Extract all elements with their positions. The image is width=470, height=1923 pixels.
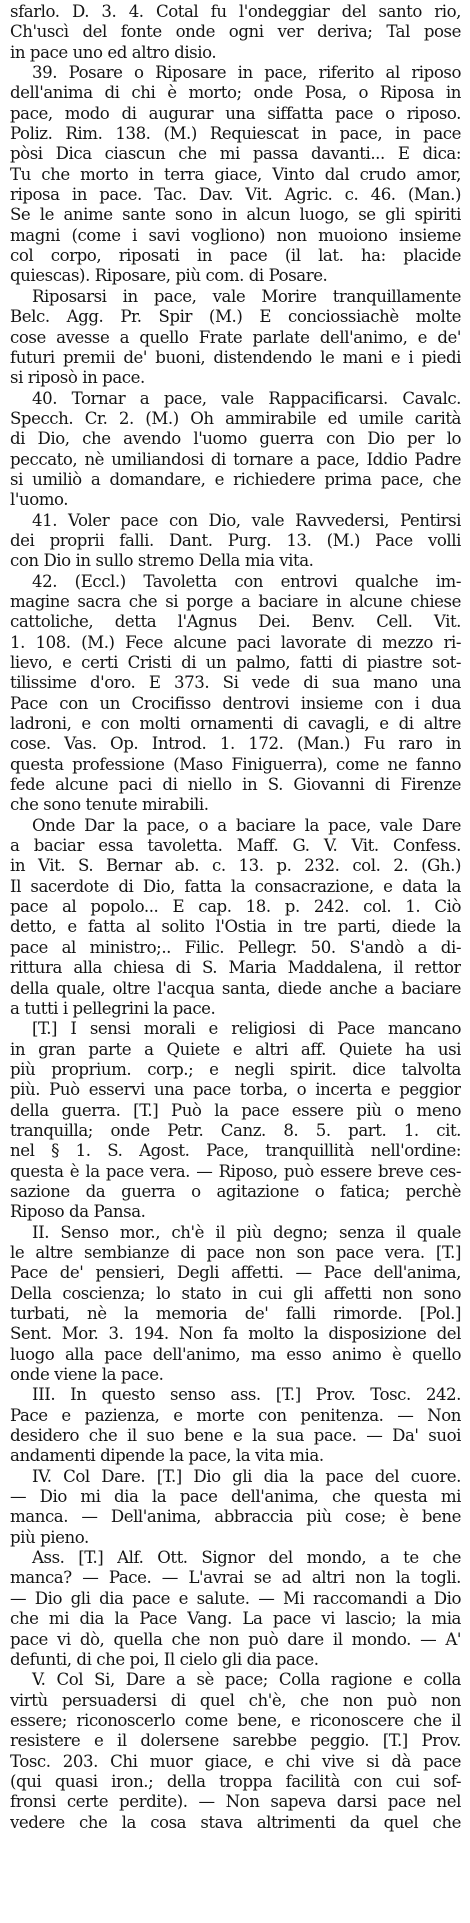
text-line: cose avesse a quello Frate parlate dell'animo, e de'	[10, 327, 461, 347]
text-line: magine sacra che si porge a baciare in alcune chiese	[10, 591, 461, 611]
text-line: dei proprii falli. Dant. Purg. 13. (M.) Pace volli	[10, 530, 461, 550]
text-line: andamenti dipende la pace, la vita mia.	[10, 1446, 324, 1466]
text-line: a baciar essa tavoletta. Maff. G. V. Vit. Confess.	[10, 836, 461, 856]
text-line: rittura alla chiesa di S. Maria Maddalena, il rettor	[10, 958, 461, 978]
text-line: 1. 108. (M.) Fece alcune paci lavorate di mezzo ri-	[10, 632, 461, 652]
text-line: dell'anima di chi è morto; onde Posa, o Riposa in	[10, 83, 461, 103]
text-line: [T.] I sensi morali e religiosi di Pace mancano	[32, 1019, 461, 1039]
text-line: le altre sembianze di pace non son pace vera. [T.]	[10, 1242, 461, 1262]
text-line: questa è la pace vera. — Riposo, può essere breve ces-	[10, 1161, 461, 1181]
text-line: essere; riconoscerlo come bene, e riconoscere che il	[10, 1710, 461, 1730]
text-line: tranquilla; onde Petr. Canz. 8. 5. part. 1. cit.	[10, 1120, 461, 1140]
text-line: onde viene la pace.	[10, 1365, 164, 1385]
text-line: fede alcune paci di niello in S. Giovanni di Firenze	[10, 775, 461, 795]
text-line: sfarlo. D. 3. 4. Cotal fu l'ondeggiar del santo rio,	[10, 2, 461, 21]
text-line: pace al popolo... E cap. 18. p. 242. col. 1. Ciò	[10, 897, 461, 917]
text-line: Della coscienza; lo stato in cui gli affetti non sono	[10, 1283, 461, 1303]
text-line: a tutti i pellegrini la pace.	[10, 998, 216, 1018]
text-line: cattoliche, detta l'Agnus Dei. Benv. Cell. Vit.	[10, 612, 461, 632]
text-line: Sent. Mor. 3. 194. Non fa molto la disposizione del	[10, 1324, 461, 1344]
text-line: V. Col Si, Dare a sè pace; Colla ragione e colla	[32, 1670, 461, 1690]
text-line: III. In questo senso ass. [T.] Prov. Tosc. 242.	[32, 1385, 461, 1405]
text-line: — Dio mi dia la pace dell'anima, che questa mi	[10, 1487, 461, 1507]
text-line: pace al ministro;.. Filic. Pellegr. 50. S'andò a di-	[10, 937, 461, 957]
text-column	[10, 2, 461, 1833]
text-line: cose. Vas. Op. Introd. 1. 172. (Man.) Fu raro in	[10, 734, 461, 754]
text-line: manca. — Dell'anima, abbraccia più cose; è bene	[10, 1507, 461, 1527]
text-line: 42. (Eccl.) Tavoletta con entrovi qualche im-	[32, 571, 461, 591]
text-line: pace, modo di augurar una siffatta pace o riposo.	[10, 103, 461, 123]
text-line: Ass. [T.] Alf. Ott. Signor del mondo, a te che	[32, 1548, 461, 1568]
text-line: Il sacerdote di Dio, fatta la consacrazione, e data la	[10, 876, 461, 896]
text-line: nel § 1. S. Agost. Pace, tranquillità nell'ordine:	[10, 1141, 461, 1161]
text-line: pace vi dò, quella che non può dare il mondo. — A'	[10, 1629, 461, 1649]
text-line: lievo, e certi Cristi di un palmo, fatti di piastre sot-	[10, 653, 461, 672]
text-line: defunti, di che poi, Il cielo gli dia pace.	[10, 1649, 319, 1669]
text-line: Riposo da Pansa.	[10, 1202, 146, 1222]
text-line: si riposò in pace.	[10, 368, 145, 388]
text-line: magni (come i savi vogliono) non muoiono insieme	[10, 225, 461, 245]
text-line: Tosc. 203. Chi muor giace, e chi vive si dà pace	[10, 1751, 461, 1771]
text-line: che sono tenute mirabili.	[10, 795, 209, 815]
text-line: più proprium. corp.; e negli spirit. dice talvolta	[10, 1059, 461, 1079]
text-line: più pieno.	[10, 1527, 89, 1547]
text-line: quiescas). Riposare, più com. di Posare.	[10, 266, 328, 286]
text-line: si umiliò a domandare, e richiedere prima pace, che	[10, 469, 461, 489]
text-line: II. Senso mor., ch'è il più degno; senza il quale	[32, 1222, 461, 1242]
text-line: della guerra. [T.] Può la pace essere più o meno	[10, 1100, 461, 1120]
text-line: — Dio gli dia pace e salute. — Mi raccomandi a Dio	[10, 1588, 461, 1608]
text-line: 41. Voler pace con Dio, vale Ravvedersi, Pentirsi	[32, 510, 461, 530]
text-line: detto, e fatta al solito l'Ostia in tre parti, diede la	[10, 917, 461, 937]
text-line: della quale, oltre l'acqua santa, diede anche a baciare	[10, 978, 461, 998]
text-line: in pace uno ed altro disio.	[10, 42, 217, 62]
text-line: questa professione (Maso Finiguerra), come ne fanno	[10, 754, 461, 774]
text-line: futuri premii de' buoni, distendendo le mani e i piedi	[10, 347, 461, 367]
text-line: turbati, nè la memoria de' falli rimorde. [Pol.]	[10, 1304, 461, 1323]
text-line: Pace con un Crocifisso dentrovi insieme con i dua	[10, 693, 461, 713]
text-line: vedere che la cosa stava altrimenti da quel che	[10, 1812, 461, 1832]
text-line: ladroni, e con molti ornamenti di cavagli, e di altre	[10, 714, 461, 734]
text-line: resistere e il dolersene sarebbe peggio. [T.] Prov.	[10, 1731, 461, 1751]
text-line: 40. Tornar a pace, vale Rappacificarsi. Cavalc.	[32, 388, 461, 408]
text-line: l'uomo.	[10, 490, 69, 510]
text-line: con Dio in sullo stremo Della mia vita.	[10, 551, 314, 571]
text-line: tilissime d'oro. E 373. Si vede di sua mano una	[10, 673, 461, 693]
text-line: di Dio, che avendo l'uomo guerra con Dio per lo	[10, 429, 461, 449]
text-line: più. Può esservi una pace torba, o incerta e peggior	[10, 1080, 461, 1100]
text-line: Pace e pazienza, e morte con penitenza. — Non	[10, 1405, 461, 1425]
text-line: Riposarsi in pace, vale Morire tranquillamente	[32, 286, 461, 306]
text-line: in Vit. S. Bernar ab. c. 13. p. 232. col. 2. (Gh.)	[10, 856, 461, 876]
text-line: pòsi Dica ciascun che mi passa davanti... E dica:	[10, 144, 461, 164]
text-line: Pace de' pensieri, Degli affetti. — Pace dell'anima,	[10, 1263, 461, 1283]
text-line: Specch. Cr. 2. (M.) Oh ammirabile ed umile carità	[10, 408, 461, 428]
text-line: desidero che il suo bene e la sua pace. — Da' suoi	[10, 1426, 461, 1446]
text-line: riposa in pace. Tac. Dav. Vit. Agric. c. 46. (Man.)	[10, 185, 461, 205]
text-line: che mi dia la Pace Vang. La pace vi lascio; la mia	[10, 1609, 461, 1629]
text-line: IV. Col Dare. [T.] Dio gli dia la pace del cuore.	[32, 1466, 461, 1486]
text-line: 39. Posare o Riposare in pace, riferito al riposo	[32, 63, 461, 83]
text-line: col corpo, riposati in pace (il lat. ha: placide	[10, 246, 461, 266]
text-line: in gran parte a Quiete e altri aff. Quiete ha usi	[10, 1039, 461, 1059]
text-line: virtù persuadersi di quel ch'è, che non può non	[10, 1690, 461, 1710]
text-line: Ch'uscì del fonte onde ogni ver deriva; Tal pose	[10, 22, 461, 42]
text-line: manca? — Pace. — L'avrai se ad altri non la togli.	[10, 1568, 461, 1588]
text-line: Belc. Agg. Pr. Spir (M.) E conciossiachè molte	[10, 307, 461, 327]
text-line: fronsi certe perdite). — Non sapeva darsi pace nel	[10, 1792, 461, 1812]
text-line: peccato, nè umiliandosi di tornare a pace, Iddio Padre	[10, 449, 461, 469]
text-line: (qui quasi iron.; della troppa facilità con cui sof-	[10, 1771, 461, 1791]
text-line: luogo alla pace dell'animo, ma esso animo è quello	[10, 1344, 461, 1364]
text-line: sazione da guerra o agitazione o fatica; perchè	[10, 1181, 461, 1201]
text-line: Se le anime sante sono in alcun luogo, se gli spiriti	[10, 205, 461, 225]
text-line: Onde Dar la pace, o a baciare la pace, vale Dare	[32, 815, 461, 835]
text-line: Tu che morto in terra giace, Vinto dal crudo amor,	[10, 164, 461, 184]
text-line: Poliz. Rim. 138. (M.) Requiescat in pace, in pace	[10, 124, 461, 144]
